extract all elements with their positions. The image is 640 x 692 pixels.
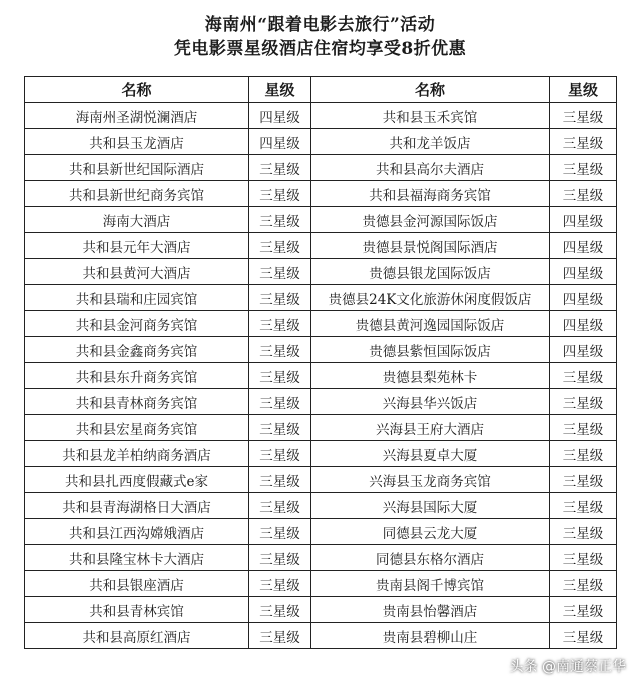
- hotel-name-cell: 贵德县黄河逸园国际饭店: [311, 311, 550, 337]
- hotel-name-cell: 共和县东升商务宾馆: [25, 363, 249, 389]
- hotel-name-cell: 兴海县国际大厦: [311, 493, 550, 519]
- hotel-name-cell: 共和县玉禾宾馆: [311, 103, 550, 129]
- star-rating-cell: 三星级: [550, 571, 617, 597]
- hotel-name-cell: 贵南县碧柳山庄: [311, 623, 550, 649]
- table-row: [25, 337, 617, 363]
- star-rating-cell: 三星级: [550, 155, 617, 181]
- star-rating-cell: 三星级: [550, 467, 617, 493]
- star-rating-cell: 三星级: [550, 519, 617, 545]
- table-row: [25, 467, 617, 493]
- star-rating-cell: 三星级: [249, 363, 311, 389]
- hotel-name-cell: 海南大酒店: [25, 207, 249, 233]
- hotel-name-cell: 贵德县梨苑林卡: [311, 363, 550, 389]
- hotel-name-cell: 共和县玉龙酒店: [25, 129, 249, 155]
- hotel-name-cell: 共和县高原红酒店: [25, 623, 249, 649]
- table-row: [25, 233, 617, 259]
- table-row: [25, 493, 617, 519]
- table-body: [25, 103, 617, 649]
- hotel-name-cell: 共和县金鑫商务宾馆: [25, 337, 249, 363]
- table-row: [25, 389, 617, 415]
- header-name-2: 名称: [311, 77, 550, 103]
- star-rating-cell: 四星级: [249, 129, 311, 155]
- star-rating-cell: 三星级: [249, 441, 311, 467]
- hotel-name-cell: 共和县新世纪商务宾馆: [25, 181, 249, 207]
- star-rating-cell: 三星级: [249, 415, 311, 441]
- star-rating-cell: 四星级: [550, 337, 617, 363]
- star-rating-cell: 三星级: [249, 181, 311, 207]
- star-rating-cell: 三星级: [550, 441, 617, 467]
- star-rating-cell: 三星级: [249, 623, 311, 649]
- star-rating-cell: 三星级: [249, 337, 311, 363]
- star-rating-cell: 四星级: [550, 285, 617, 311]
- hotel-name-cell: 共和县龙羊柏纳商务酒店: [25, 441, 249, 467]
- star-rating-cell: 三星级: [550, 181, 617, 207]
- star-rating-cell: 三星级: [249, 285, 311, 311]
- header-star-2: 星级: [550, 77, 617, 103]
- hotel-name-cell: 共和龙羊饭店: [311, 129, 550, 155]
- hotel-name-cell: 同德县东格尔酒店: [311, 545, 550, 571]
- star-rating-cell: 三星级: [249, 155, 311, 181]
- hotel-name-cell: 兴海县华兴饭店: [311, 389, 550, 415]
- star-rating-cell: 四星级: [550, 207, 617, 233]
- hotel-name-cell: 共和县青林宾馆: [25, 597, 249, 623]
- star-rating-cell: 三星级: [550, 415, 617, 441]
- header-name-1: 名称: [25, 77, 249, 103]
- hotel-name-cell: 共和县青海湖格日大酒店: [25, 493, 249, 519]
- star-rating-cell: 三星级: [249, 389, 311, 415]
- star-rating-cell: 三星级: [550, 389, 617, 415]
- star-rating-cell: 三星级: [550, 103, 617, 129]
- star-rating-cell: 三星级: [249, 233, 311, 259]
- hotel-name-cell: 贵南县怡馨酒店: [311, 597, 550, 623]
- hotel-name-cell: 兴海县王府大酒店: [311, 415, 550, 441]
- hotel-table: [24, 76, 617, 649]
- hotel-name-cell: 共和县宏星商务宾馆: [25, 415, 249, 441]
- hotel-name-cell: 贵德县紫恒国际饭店: [311, 337, 550, 363]
- table-row: [25, 623, 617, 649]
- hotel-name-cell: 共和县扎西度假藏式e家: [25, 467, 249, 493]
- hotel-name-cell: 共和县瑞和庄园宾馆: [25, 285, 249, 311]
- header-row: [25, 77, 617, 103]
- table-row: [25, 103, 617, 129]
- title-line-2: 凭电影票星级酒店住宿均享受8折优惠: [173, 39, 467, 59]
- watermark: 头条 @南通蔡正华: [509, 659, 626, 675]
- hotel-name-cell: 贵德县景悦阁国际酒店: [311, 233, 550, 259]
- hotel-name-cell: 贵南县阁千博宾馆: [311, 571, 550, 597]
- star-rating-cell: 三星级: [550, 545, 617, 571]
- star-rating-cell: 三星级: [249, 519, 311, 545]
- table-row: [25, 363, 617, 389]
- hotel-name-cell: 共和县高尔夫酒店: [311, 155, 550, 181]
- table-row: [25, 207, 617, 233]
- hotel-name-cell: 贵德县银龙国际饭店: [311, 259, 550, 285]
- star-rating-cell: 三星级: [249, 467, 311, 493]
- star-rating-cell: 四星级: [550, 311, 617, 337]
- hotel-name-cell: 海南州圣湖悦澜酒店: [25, 103, 249, 129]
- hotel-name-cell: 共和县黄河大酒店: [25, 259, 249, 285]
- star-rating-cell: 三星级: [550, 493, 617, 519]
- table-row: [25, 519, 617, 545]
- table-row: [25, 181, 617, 207]
- table-row: [25, 285, 617, 311]
- star-rating-cell: 三星级: [249, 571, 311, 597]
- hotel-name-cell: 兴海县玉龙商务宾馆: [311, 467, 550, 493]
- star-rating-cell: 三星级: [550, 623, 617, 649]
- table-row: [25, 415, 617, 441]
- hotel-name-cell: 共和县福海商务宾馆: [311, 181, 550, 207]
- hotel-name-cell: 共和县隆宝林卡大酒店: [25, 545, 249, 571]
- hotel-name-cell: 共和县银座酒店: [25, 571, 249, 597]
- table-row: [25, 571, 617, 597]
- star-rating-cell: 三星级: [550, 597, 617, 623]
- star-rating-cell: 三星级: [550, 363, 617, 389]
- hotel-name-cell: 共和县元年大酒店: [25, 233, 249, 259]
- star-rating-cell: 四星级: [550, 259, 617, 285]
- hotel-name-cell: 贵德县24K文化旅游休闲度假饭店: [311, 285, 550, 311]
- hotel-name-cell: 共和县新世纪国际酒店: [25, 155, 249, 181]
- table-row: [25, 441, 617, 467]
- star-rating-cell: 三星级: [249, 545, 311, 571]
- hotel-name-cell: 同德县云龙大厦: [311, 519, 550, 545]
- hotel-name-cell: 共和县青林商务宾馆: [25, 389, 249, 415]
- star-rating-cell: 四星级: [249, 103, 311, 129]
- hotel-name-cell: 共和县金河商务宾馆: [25, 311, 249, 337]
- star-rating-cell: 三星级: [249, 207, 311, 233]
- header-star-1: 星级: [249, 77, 311, 103]
- table-row: [25, 259, 617, 285]
- table-row: [25, 129, 617, 155]
- star-rating-cell: 四星级: [550, 233, 617, 259]
- star-rating-cell: 三星级: [249, 597, 311, 623]
- hotel-name-cell: 共和县江西沟嫦娥酒店: [25, 519, 249, 545]
- table-row: [25, 155, 617, 181]
- table-row: [25, 545, 617, 571]
- star-rating-cell: 三星级: [249, 311, 311, 337]
- hotel-name-cell: 贵德县金河源国际饭店: [311, 207, 550, 233]
- table-row: [25, 597, 617, 623]
- star-rating-cell: 三星级: [550, 129, 617, 155]
- title-line-1: 海南州“跟着电影去旅行”活动: [204, 15, 436, 35]
- star-rating-cell: 三星级: [249, 259, 311, 285]
- hotel-name-cell: 兴海县夏卓大厦: [311, 441, 550, 467]
- table-row: [25, 311, 617, 337]
- star-rating-cell: 三星级: [249, 493, 311, 519]
